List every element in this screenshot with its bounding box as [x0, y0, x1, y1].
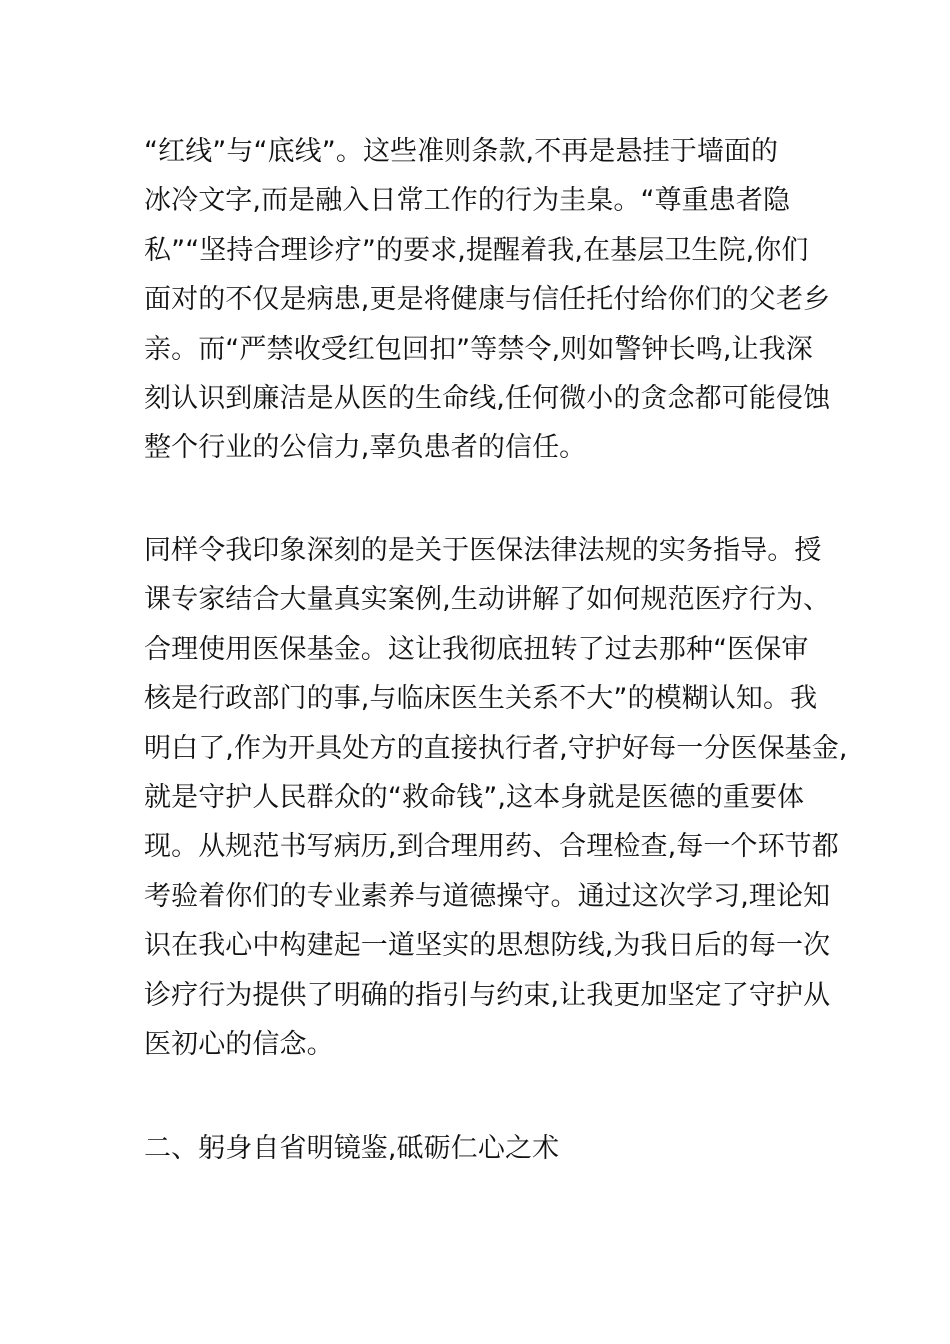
paragraph-line: 课专家结合大量真实案例,生动讲解了如何规范医疗行为、	[144, 584, 831, 616]
paragraph-line: 冰冷文字,而是融入日常工作的行为圭臬。“尊重患者隐	[144, 185, 791, 217]
paragraph-line: 就是守护人民群众的“救命钱”,这本身就是医德的重要体	[144, 781, 805, 813]
paragraph-line: 考验着你们的专业素养与道德操守。通过这次学习,理论知	[144, 880, 831, 912]
paragraph-line: 私”“坚持合理诊疗”的要求,提醒着我,在基层卫生院,你们	[144, 234, 809, 266]
paragraph-1	[144, 127, 831, 473]
paragraph-line: 整个行业的公信力,辜负患者的信任。	[144, 432, 587, 464]
paragraph-line: 识在我心中构建起一道坚实的思想防线,为我日后的每一次	[144, 930, 831, 962]
paragraph-line: “红线”与“底线”。这些准则条款,不再是悬挂于墙面的	[144, 136, 779, 167]
paragraph-line: 合理使用医保基金。这让我彻底扭转了过去那种“医保审	[144, 633, 809, 665]
paragraph-line: 同样令我印象深刻的是关于医保法律法规的实务指导。授	[144, 535, 822, 566]
paragraph-line: 明白了,作为开具处方的直接执行者,守护好每一分医保基金,	[144, 732, 848, 764]
section-heading	[144, 1124, 814, 1173]
paragraph-line: 核是行政部门的事,与临床医生关系不大”的模糊认知。我	[144, 683, 818, 715]
paragraph-line: 医初心的信念。	[144, 1028, 334, 1060]
paragraph-line: 面对的不仅是病患,更是将健康与信任托付给你们的父老乡	[144, 284, 831, 316]
paragraph-line: 现。从规范书写病历,到合理用药、合理检查,每一个环节都	[144, 831, 839, 863]
paragraph-2	[144, 526, 848, 1069]
section-heading-text: 二、躬身自省明镜鉴,砥砺仁心之术	[144, 1133, 560, 1164]
paragraph-line: 亲。而“严禁收受红包回扣”等禁令,则如警钟长鸣,让我深	[144, 333, 813, 365]
paragraph-line: 诊疗行为提供了明确的指引与约束,让我更加坚定了守护从	[144, 979, 831, 1011]
paragraph-line: 刻认识到廉洁是从医的生命线,任何微小的贪念都可能侵蚀	[144, 382, 831, 414]
